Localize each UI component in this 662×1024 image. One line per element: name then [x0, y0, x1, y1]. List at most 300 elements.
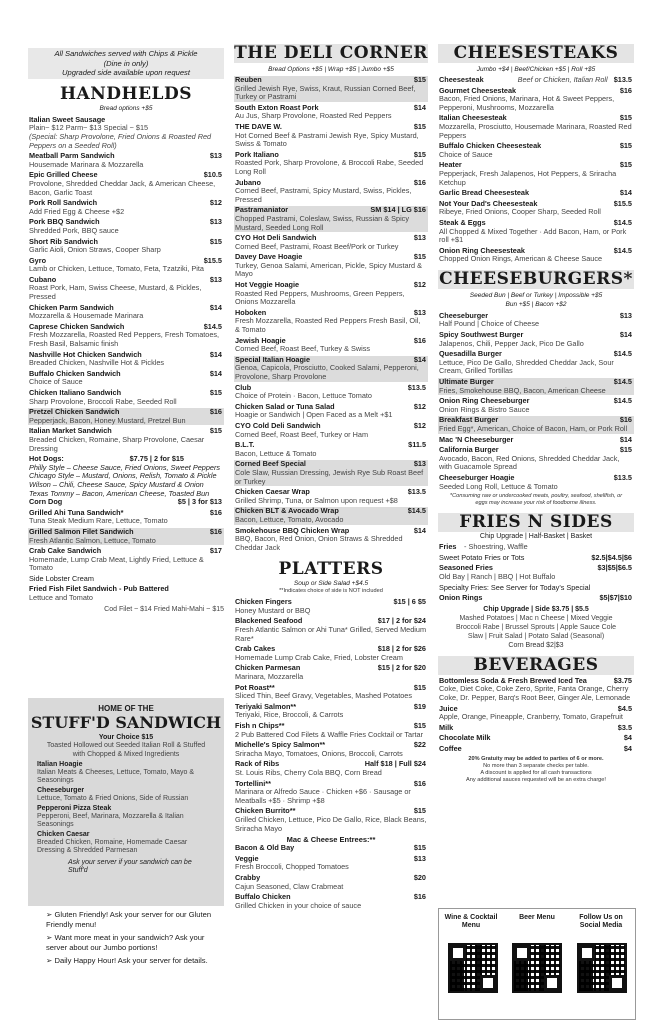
item-price: $14 [413, 102, 426, 112]
menu-item [234, 855, 428, 872]
chip-upgrade-list: Mashed Potatoes | Mac n Cheese | Mixed Veggie Broccoli Rabe | Brussel Sprouts | Apple Sauce Cole Slaw | Fruit Salad | Potato Salad (Seasonal) [455, 614, 617, 640]
stuffed-list [28, 759, 224, 855]
item-description: Cole Slaw, Russian Dressing, Jewish Rye Sub Roast Beef or Turkey [235, 467, 424, 486]
item-price: $14 [619, 434, 632, 444]
menu-item [234, 722, 428, 739]
hotdogs-name: Hot Dogs: [29, 454, 64, 464]
item-price: $3|$5|$6.5 [597, 563, 632, 573]
note-happy-hour: ➢ Daily Happy Hour! Ask your server for details. [46, 956, 208, 965]
menu-item [438, 416, 634, 433]
item-name: Cheeseburger [37, 787, 85, 795]
item-name: Davey Dave Hoagie [235, 252, 303, 262]
item-name: Jubano [235, 177, 261, 187]
item-description: Genoa, Capicola, Prosciutto, Cooked Salami, Pepperoni, Provolone, Sharp Provolone [235, 363, 419, 381]
item-name: Chicken Caesar Wrap [235, 487, 310, 497]
fries-list [438, 543, 634, 603]
menu-item [234, 356, 428, 382]
item-price: $13.5 [407, 487, 426, 497]
menu-item [28, 199, 224, 216]
item-name: Italian Sweet Sausage [29, 114, 106, 124]
item-description: Mozzarella, Prosciutto, Housemade Marinara, Roasted Red Peppers [439, 121, 632, 140]
item-price: $12 [413, 420, 426, 430]
item-price: $4 [623, 733, 632, 743]
item-description: Pepperjack, Bacon, Honey Mustard, Pretzel Bun [29, 415, 186, 425]
menu-item [28, 171, 224, 197]
item-price: $19 [413, 701, 426, 711]
item-description: Homemade Lump Crab Cake, Fried, Lobster Cream [235, 652, 403, 662]
item-price: $13.5 [613, 75, 632, 84]
item-description: Seeded Long Roll, Lettuce & Tomato [439, 481, 558, 491]
beer-menu-qr-icon[interactable] [512, 943, 562, 993]
item-name: Chicken Fingers [235, 597, 292, 607]
item-name: Corned Beef Special [235, 459, 306, 469]
item-price: $15 [413, 721, 426, 730]
item-name: Hoboken [235, 307, 267, 317]
item-price: $22 [413, 740, 426, 750]
menu-item [234, 760, 428, 777]
item-name: Fries [439, 542, 457, 552]
corn-bread: Corn Bread $2|$3 [508, 641, 564, 649]
item-description: Sriracha Mayo, Tomatoes, Onions, Broccoli, Carrots [235, 748, 403, 758]
item-description: Roasted Pork, Sharp Provolone, & Broccoli Rabe, Seeded Long Roll [235, 158, 424, 176]
sandwich-intro [28, 48, 224, 79]
item-description: Au Jus, Sharp Provolone, Roasted Red Peppers [235, 111, 392, 121]
stuffed-desc: Toasted Hollowed out Seeded Italian Roll & Stuffed with Chopped & Mixed Ingredients [46, 742, 206, 758]
menu-item [234, 253, 428, 279]
item-description: Sharp Provolone, Broccoli Rabe, Seeded Roll [29, 396, 177, 406]
chip-upgrade-title: Chip Upgrade | Side $3.75 | $5.5 [483, 605, 589, 613]
item-description: St. Louis Ribs, Cherry Cola BBQ, Corn Bread [235, 767, 382, 777]
wine-menu-label: Wine & Cocktail Menu [444, 914, 498, 929]
item-description: Corned Beef, Pastrami, Roast Beef/Pork or Turkey [235, 241, 399, 251]
menu-item [234, 123, 428, 149]
menu-item [234, 460, 428, 486]
item-name: Epic Grilled Cheese [29, 170, 98, 180]
item-price: $13 [413, 233, 426, 243]
item-name: Heater [439, 160, 462, 170]
item-name: Meatball Parm Sandwich [29, 151, 115, 161]
item-description: Cajun Seasoned, Claw Crabmeat [235, 881, 344, 891]
menu-item [438, 350, 634, 376]
menu-item [234, 76, 428, 102]
menu-item [438, 554, 634, 563]
item-name: Caprese Chicken Sandwich [29, 321, 125, 331]
item-description: Marinara, Mozzarella [235, 672, 304, 682]
raw-food-warning: *Consuming raw or undercooked meats, poultry, seafood, shellfish, or eggs may increase your risk of foodborne illness. [449, 493, 623, 507]
menu-item [234, 507, 428, 524]
menu-item [438, 474, 634, 491]
hotdogs [28, 455, 224, 498]
item-name: Chicken Caesar [37, 831, 90, 839]
item-description-2: (Special: Sharp Provolone, Fried Onions & Roasted Red Peppers on a Seeded Roll) [29, 131, 212, 150]
intro-line-3: Upgraded side available upon request [62, 68, 190, 78]
item-suffix: - Shoestring, Waffle [464, 542, 528, 552]
item-description: Italian Meats & Cheeses, Lettuce, Tomato, Mayo & Seasonings [37, 769, 195, 785]
stuffed-note: Ask your server if your sandwich can be Stuff'd [68, 859, 192, 875]
item-price: $10.5 [203, 170, 222, 180]
item-price: $15 | 2 for $20 [377, 663, 426, 673]
item-description: Lettuce and Tomato [29, 593, 93, 603]
item-price: $5 | 3 for $13 [177, 497, 222, 507]
item-price: $15 [209, 388, 222, 397]
menu-item [234, 151, 428, 177]
item-name: Jewish Hoagie [235, 335, 286, 345]
item-description: Fresh Atlantic Salmon, Lettuce, Tomato [29, 535, 156, 545]
menu-item [234, 234, 428, 251]
item-name: Italian Cheesesteak [439, 113, 507, 123]
handhelds-list [28, 116, 224, 453]
item-price: $14 [209, 368, 222, 378]
hotdogs-price: $7.75 | 2 for $15 [129, 454, 184, 464]
menu-item [234, 684, 428, 701]
item-price: $16 [413, 177, 426, 187]
item-price: $15 | 6 $5 [393, 597, 426, 607]
platters-list [234, 598, 428, 833]
item-price: $16 [209, 407, 222, 417]
item-price: $15 [619, 160, 632, 170]
item-description: Corned Beef, Pastrami, Spicy Mustard, Swiss, Pickles, Pressed [235, 186, 412, 204]
menu-item [28, 351, 224, 368]
item-price: $17 | 2 for $24 [377, 616, 426, 626]
item-name: Onion Ring Cheesesteak [439, 245, 525, 255]
item-description: Beef or Chicken, Italian Roll [517, 75, 608, 84]
menu-item [438, 446, 634, 472]
menu-item [28, 575, 224, 584]
item-price: $13 [209, 274, 222, 284]
item-description: Apple, Orange, Pineapple, Cranberry, Tomato, Grapefruit [439, 712, 623, 722]
item-description: Provolone, Shredded Cheddar Jack, & American Cheese, Bacon, Garlic Toast [29, 178, 216, 197]
item-description: Housemade Marinara & Mozzarella [29, 159, 144, 169]
cheesesteaks-options: Jumbo +$4 | Beef/Chicken +$5 | Roll +$5 [476, 66, 596, 73]
item-price: $14.5 [203, 321, 222, 331]
item-description: Add Fried Egg & Cheese +$2 [29, 206, 125, 216]
item-price: $15 [619, 113, 632, 123]
item-name: Ultimate Burger [439, 377, 494, 387]
item-name: Chicken Salad or Tuna Salad [235, 401, 335, 411]
item-name: Buffalo Chicken Sandwich [29, 368, 121, 378]
column-left [28, 48, 224, 614]
item-name: Pot Roast** [235, 682, 275, 692]
item-price: $20 [413, 872, 426, 882]
cheeseburgers-list [438, 312, 634, 491]
menu-item [28, 238, 224, 255]
item-name: Cheesesteak [439, 75, 484, 84]
menu-item [28, 498, 224, 507]
fish-prices: Cod Filet ~ $14 Fried Mahi-Mahi ~ $15 [104, 605, 224, 613]
menu-item [234, 598, 428, 615]
footer-notes [36, 910, 226, 969]
item-description: Grilled Chicken in your choice of sauce [235, 900, 362, 910]
item-name: Garlic Bread Cheesesteak [439, 188, 530, 198]
item-description: Chopped Pastrami, Coleslaw, Swiss, Russian & Spicy Mustard, Seeded Long Roll [235, 213, 409, 232]
item-name: Reuben [235, 75, 262, 84]
item-name: Pretzel Chicken Sandwich [29, 407, 120, 417]
item-price: $15 [413, 682, 426, 692]
item-description: Grilled Shrimp, Tuna, or Salmon upon request +$8 [235, 495, 398, 505]
menu-item [234, 403, 428, 420]
item-price: $15 [413, 252, 426, 262]
intro-line-1: All Sandwiches served with Chips & Pickle [54, 49, 198, 58]
menu-item [234, 874, 428, 891]
item-price: $16 [619, 85, 632, 95]
item-name: Italian Hoagie [37, 761, 83, 769]
item-description: Tuna Steak Medium Rare, Lettuce, Tomato [29, 516, 168, 526]
item-description: Bacon, Lettuce, Tomato, Avocado [235, 514, 344, 524]
item-name: THE DAVE W. [235, 121, 282, 131]
item-description: Pepperoni, Beef, Marinara, Mozzarella & Italian Seasonings [37, 813, 184, 829]
menu-item [438, 705, 634, 722]
item-name: Chicken Parmesan [235, 663, 301, 673]
item-name: Coffee [439, 743, 462, 753]
intro-line-2: (Dine in only) [103, 58, 149, 68]
menu-item [438, 724, 634, 733]
item-name: Juice [439, 703, 458, 713]
item-name: Crabby [235, 872, 261, 882]
item-price: $13 [413, 853, 426, 863]
menu-item [234, 104, 428, 121]
menu-item [234, 844, 428, 853]
menu-item [28, 116, 224, 150]
menu-item [438, 142, 634, 159]
item-description: Old Bay | Ranch | BBQ | Hot Buffalo [439, 571, 556, 581]
item-name: Nashville Hot Chicken Sandwich [29, 349, 142, 359]
item-price: $16 [413, 335, 426, 345]
item-price: $4 [623, 743, 632, 753]
item-name: Bottomless Soda & Fresh Brewed Iced Tea [439, 675, 587, 685]
item-description: Grilled Jewish Rye, Swiss, Kraut, Russian Corned Beef, Turkey or Pastrami [235, 83, 416, 102]
item-description: Hoagie or Sandwich | Open Faced as a Melt +$1 [235, 410, 393, 420]
item-name: Steak & Eggs [439, 217, 486, 227]
item-description: Pepperjack, Fresh Jalapenos, Hot Peppers, & Sriracha Ketchup [439, 168, 617, 187]
mac-list [234, 844, 428, 910]
beverages-title: BEVERAGES [438, 656, 634, 675]
item-price: $14.5 [613, 245, 632, 255]
wine-menu-qr-icon[interactable] [448, 943, 498, 993]
item-description: Choice of Sauce [29, 377, 83, 387]
item-name: Blackened Seafood [235, 616, 303, 626]
item-price: $12 [413, 280, 426, 290]
platters-title: PLATTERS [278, 559, 384, 580]
item-description: Onion Rings & Bistro Sauce [439, 404, 530, 414]
social-media-label: Follow Us on Social Media [579, 914, 623, 929]
burgers-options-2: Bun +$5 | Bacon +$2 [505, 300, 567, 308]
item-name: Buffalo Chicken [235, 892, 291, 902]
item-description: All Chopped & Mixed Together · Add Bacon, Ham, or Pork roll +$1 [439, 226, 627, 245]
item-name: Fried Fish Filet Sandwich - Pub Battered [29, 584, 169, 594]
menu-item [36, 787, 216, 803]
note-gluten: ➢ Gluten Friendly! Ask your server for our Gluten Friendly menu! [46, 910, 212, 929]
menu-item [234, 527, 428, 553]
burgers-options: Seeded Bun | Beef or Turkey | Impossible +$5 [469, 291, 603, 299]
item-price: $3.5 [617, 722, 632, 732]
item-name: Rack of Ribs [235, 759, 280, 769]
item-name: Pepperoni Pizza Steak [37, 805, 112, 813]
item-name: Pork Italiano [235, 149, 279, 159]
item-name: CYO Hot Deli Sandwich [235, 233, 317, 243]
menu-item [234, 441, 428, 458]
item-price: $5|$7|$10 [599, 593, 632, 603]
menu-item [28, 427, 224, 453]
menu-item [234, 281, 428, 307]
item-price: $16 [619, 415, 632, 425]
item-price: $15 [413, 806, 426, 816]
stuffed-sandwich-box [28, 698, 224, 906]
item-price: $14.5 [613, 217, 632, 227]
menu-item [234, 309, 428, 335]
item-price: $13 [413, 459, 426, 469]
item-name: Quesadilla Burger [439, 349, 502, 359]
item-name: Chicken Parm Sandwich [29, 302, 114, 312]
item-description: Sliced Thin, Beef Gravy, Vegetables, Mashed Potatoes [235, 691, 412, 701]
menu-item [234, 741, 428, 758]
menu-item [234, 664, 428, 681]
menu-item [438, 397, 634, 414]
fine-print-line: No more than 3 separate checks per table. [483, 763, 589, 770]
item-name: Club [235, 382, 252, 392]
menu-item [28, 323, 224, 349]
menu-item [28, 218, 224, 235]
item-name: Fish n Chips** [235, 721, 285, 730]
item-price: $16 [209, 526, 222, 536]
item-price: $16 [413, 778, 426, 788]
handhelds-bread-options: Bread options +$5 [99, 104, 153, 112]
item-price: $15.5 [613, 198, 632, 208]
item-price: $15 [413, 121, 426, 131]
menu-item [234, 384, 428, 401]
item-price: $14 [413, 354, 426, 364]
item-description: Lamb or Chicken, Lettuce, Tomato, Feta, Tzatziki, Pita [29, 264, 204, 274]
menu-item [438, 76, 634, 85]
item-name: Buffalo Chicken Cheesesteak [439, 141, 542, 151]
item-description: Bacon, Lettuce & Tomato [235, 448, 317, 458]
item-price: $14 [619, 330, 632, 340]
item-description: Fried Egg*, American, Choice of Bacon, Ham, or Pork Roll [439, 424, 628, 433]
menu-item [28, 370, 224, 387]
item-price: $16 [209, 507, 222, 517]
item-name: Mac 'N Cheeseburger [439, 434, 514, 444]
item-price: $11.5 [408, 440, 426, 450]
item-name: Cheeseburger [439, 310, 489, 320]
item-price: $2.5|$4.5|$6 [591, 552, 632, 562]
item-description: Breaded Chicken, Romaine, Homemade Caesar Dressing & Shredded Parmesan [37, 839, 188, 855]
menu-item [438, 564, 634, 581]
item-name: Short Rib Sandwich [29, 236, 98, 246]
item-name: Gyro [29, 255, 47, 265]
item-price: $13.5 [407, 382, 426, 392]
item-name: Chicken Italiano Sandwich [29, 388, 122, 397]
item-name: Italian Market Sandwich [29, 426, 112, 436]
fine-print-line: A discount is applied for all cash transactions [480, 770, 592, 777]
item-description: Fresh Mozzarella, Roasted Red Peppers, Fresh Tomatoes, Fresh Basil, Balsamic finish [29, 330, 220, 349]
item-description: Lettuce, Pico De Gallo, Shredded Cheddar Jack, Sour Cream, Grilled Tortillas [439, 357, 614, 376]
menu-item [234, 617, 428, 643]
item-price: $14 [209, 349, 222, 359]
item-description: Fresh Atlantic Salmon or Ahi Tuna* Grilled, Served Medium Rare* [235, 625, 427, 643]
menu-item [438, 87, 634, 113]
hotdog-style: Philly Style – Cheese Sauce, Fried Onions, Sweet Peppers [29, 462, 221, 472]
item-description: Roasted Red Peppers, Mushrooms, Green Peppers, Onions Mozzarella [235, 288, 405, 307]
menu-item [438, 189, 634, 198]
item-price: $15 [413, 149, 426, 159]
item-description: Bacon, Fried Onions, Marinara, Hot & Sweet Peppers, Pepperoni, Mushrooms, Mozzarella [439, 94, 615, 112]
item-name: Side Lobster Cream [29, 573, 94, 583]
item-price: $17 [209, 546, 222, 556]
fries-sub: Chip Upgrade | Half-Basket | Basket [479, 533, 593, 541]
cheeseburgers-title: CHEESEBURGERS* [439, 268, 633, 289]
menu-item [28, 509, 224, 526]
column-middle [234, 44, 428, 912]
note-jumbo: ➢ Want more meat in your sandwich? Ask your server about our Jumbo portions! [46, 933, 205, 952]
item-description: Homemade, Lump Crab Meat, Lightly Fried, Lettuce & Tomato [29, 554, 204, 573]
item-price: $15 [619, 141, 632, 151]
item-description: Corned Beef, Roast Beef, Turkey & Swiss [235, 344, 371, 354]
item-price: $4.5 [617, 703, 632, 713]
menu-item [28, 408, 224, 425]
menu-item [234, 422, 428, 439]
item-name: South Exton Roast Pork [235, 102, 319, 112]
menu-item [234, 179, 428, 205]
item-name: Grilled Ahi Tuna Sandwich* [29, 507, 124, 517]
item-description: Fries, Smokehouse BBQ, Bacon, American Cheese [439, 385, 606, 395]
item-price: $15 [413, 75, 426, 84]
item-price: Half $18 | Full $24 [364, 759, 426, 769]
mac-title: Mac & Cheese Entrees:** [286, 835, 376, 845]
menu-item [28, 257, 224, 274]
handhelds-list-2 [28, 498, 224, 603]
item-price: $15 [209, 236, 222, 246]
item-price: $15 [619, 445, 632, 455]
item-name: CYO Cold Deli Sandwich [235, 420, 321, 430]
item-price: $14 [209, 302, 222, 312]
item-description: Roast Pork, Ham, Swiss Cheese, Mustard, & Pickles, Pressed [29, 283, 202, 302]
item-description: Hot Corned Beef & Pastrami Jewish Rye, Spicy Mustard, Swiss & Tomato [235, 130, 419, 149]
menu-item [438, 200, 634, 217]
item-price: $15.5 [203, 255, 222, 265]
item-name: Special Italian Hoagie [235, 354, 311, 364]
menu-item [234, 703, 428, 720]
social-media-qr-icon[interactable] [577, 943, 627, 993]
item-description: Shredded Pork, BBQ sauce [29, 225, 119, 235]
item-description: Turkey, Genoa Salami, American, Pickle, Spicy Mustard & Mayo [235, 260, 422, 279]
item-description: Marinara or Alfredo Sauce · Chicken +$6 · Sausage or Meatballs +$5 · Shrimp +$8 [235, 787, 411, 805]
item-name: Tortellini** [235, 778, 271, 788]
fries-title: FRIES N SIDES [438, 513, 634, 532]
menu-item [438, 543, 634, 552]
item-description: Honey Mustard or BBQ [235, 605, 311, 615]
menu-item [28, 152, 224, 169]
item-name: Cheeseburger Hoagie [439, 472, 515, 482]
menu-item [438, 734, 634, 743]
item-price: $13 [619, 310, 632, 320]
handhelds-title: HANDHELDS [59, 83, 193, 104]
item-description: Plain~ $12 Parm~ $13 Special ~ $15 [29, 123, 149, 133]
deli-options: Bread Options +$5 | Wrap +$5 | Jumbo +$5 [268, 66, 394, 73]
menu-item [36, 805, 216, 829]
menu-item [438, 331, 634, 348]
menu-item [234, 780, 428, 806]
item-description: Fresh Mozzarella, Roasted Red Peppers Fresh Basil, Oil, & Tomato [235, 316, 421, 335]
item-description: Jalapenos, Chili, Pepper Jack, Pico De Gallo [439, 338, 584, 348]
item-name: Cubano [29, 274, 57, 284]
item-price: $13 [413, 307, 426, 317]
item-price: $16 [413, 892, 426, 902]
item-description: Choice of Sauce [439, 149, 493, 159]
item-name: Breakfast Burger [439, 415, 499, 425]
menu-item [234, 206, 428, 232]
item-name: California Burger [439, 445, 499, 455]
item-description: Avocado, Bacon, Red Onions, Shredded Cheddar Jack, with Guacamole Spread [439, 453, 620, 472]
menu-item [28, 547, 224, 573]
